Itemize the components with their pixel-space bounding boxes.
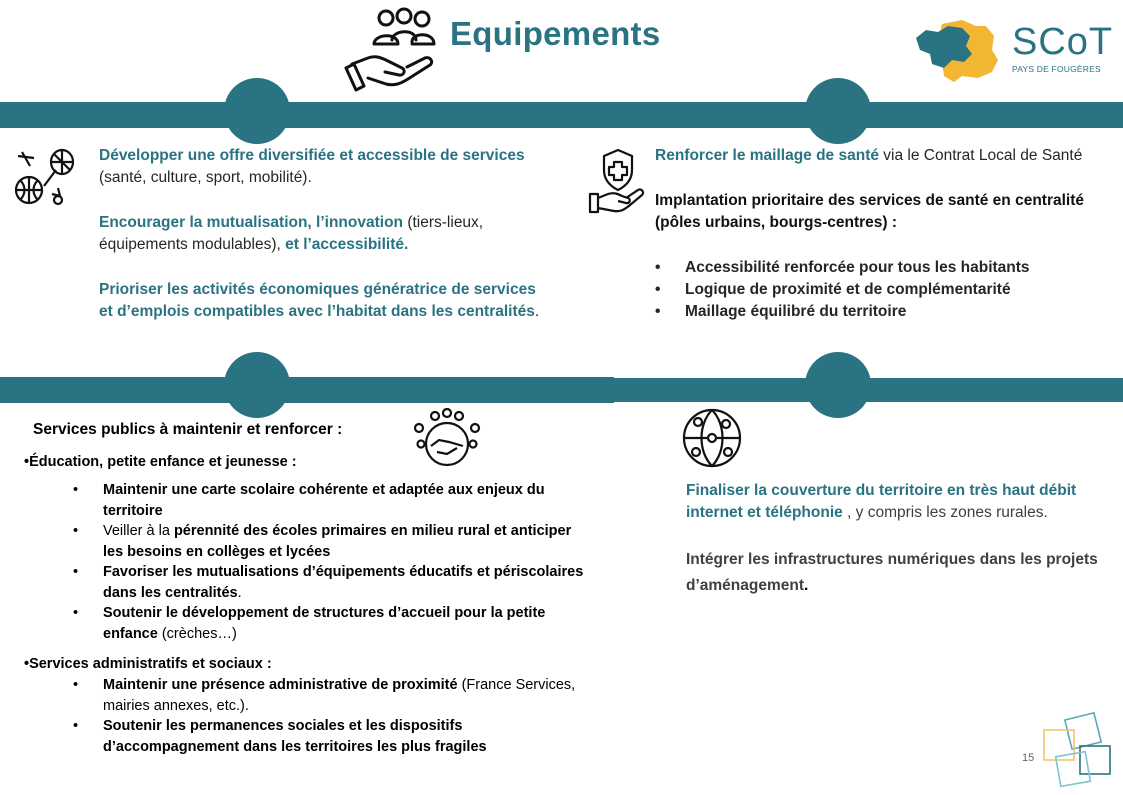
list-item: • Soutenir le développement de structures d’accueil pour la petite enfance (crèches…) (73, 603, 593, 644)
community-handshake-icon (411, 408, 483, 468)
q1-p2-bold2: et l’accessibilité. (285, 236, 409, 253)
list-item: • Maintenir une carte scolaire cohérente et adaptée aux enjeux du territoire (73, 480, 593, 521)
q4-p1-rest: , y compris les zones rurales. (842, 504, 1048, 521)
scot-logo (912, 18, 1114, 84)
logo-text: SCoT (1012, 21, 1114, 63)
list-item: • Veiller à la pérennité des écoles primaires en milieu rural et anticiper les besoins en collèges et lycées (73, 521, 593, 562)
list-item: • Logique de proximité et de complémentarité (655, 279, 1105, 301)
q1-p1-rest: (santé, culture, sport, mobilité). (99, 169, 312, 186)
network-globe-icon (682, 408, 744, 468)
list-item: • Accessibilité renforcée pour tous les habitants (655, 257, 1105, 279)
q1-p3-bold: Prioriser les activités économiques génératrice de services et d’emplois compatibles avec l’habitat dans les centralités (99, 281, 536, 320)
q4-p1-bold: Finaliser la couverture du territoire en très haut débit internet et téléphonie (686, 482, 1077, 521)
q1-p2-mid: (tiers-lieux, équipements modulables), (99, 214, 484, 253)
bottom-right-circle (805, 352, 871, 418)
list-item: • Favoriser les mutualisations d’équipements éducatifs et périscolaires dans les centralités. (73, 562, 593, 603)
list-item: • Maintenir une présence administrative de proximité (France Services, mairies annexes, etc.). (73, 675, 593, 716)
q1-p2-bold1: Encourager la mutualisation, l’innovation (99, 214, 404, 231)
adm-list (73, 675, 593, 757)
q3-heading: Services publics à maintenir et renforcer : (33, 421, 343, 438)
health-shield-hand-icon (586, 148, 650, 214)
page-number: 15 (1022, 752, 1035, 764)
bottom-divider (0, 377, 614, 403)
list-item: • Maillage équilibré du territoire (655, 301, 1105, 323)
edu-title: •Éducation, petite enfance et jeunesse : (24, 454, 297, 470)
q2-p2: Implantation prioritaire des services de santé en centralité (pôles urbains, bourgs-centres) : (655, 192, 1084, 231)
adm-title: •Services administratifs et sociaux : (24, 656, 272, 672)
q4-text (686, 480, 1106, 599)
q2-text (655, 145, 1105, 323)
q4-p2: Intégrer les infrastructures numériques dans les projets d’aménagement (686, 551, 1098, 594)
top-right-circle (805, 78, 871, 144)
q2-p1-rest: via le Contrat Local de Santé (878, 147, 1083, 164)
territory-map-icon (912, 18, 1004, 84)
services-hand-icon (342, 6, 442, 92)
q2-p1-bold: Renforcer le maillage de santé (655, 147, 879, 164)
q4-p2-end: . (804, 577, 809, 594)
logo-subtitle: PAYS DE FOUGÈRES (1012, 64, 1101, 74)
q1-p1-bold: Développer une offre diversifiée et accessible de services (99, 147, 525, 164)
q1-text (99, 145, 549, 323)
top-divider (0, 102, 1123, 128)
sports-icon (14, 148, 78, 208)
list-item: • Soutenir les permanences sociales et les dispositifs d’accompagnement dans les territoires les plus fragiles (73, 716, 593, 757)
bottom-left-circle (224, 352, 290, 418)
page-title: Equipements (450, 15, 661, 52)
q2-list (655, 257, 1105, 323)
edu-list (73, 480, 593, 644)
q1-p3-end: . (534, 303, 540, 320)
decorative-squares (1036, 710, 1116, 790)
top-left-circle (224, 78, 290, 144)
